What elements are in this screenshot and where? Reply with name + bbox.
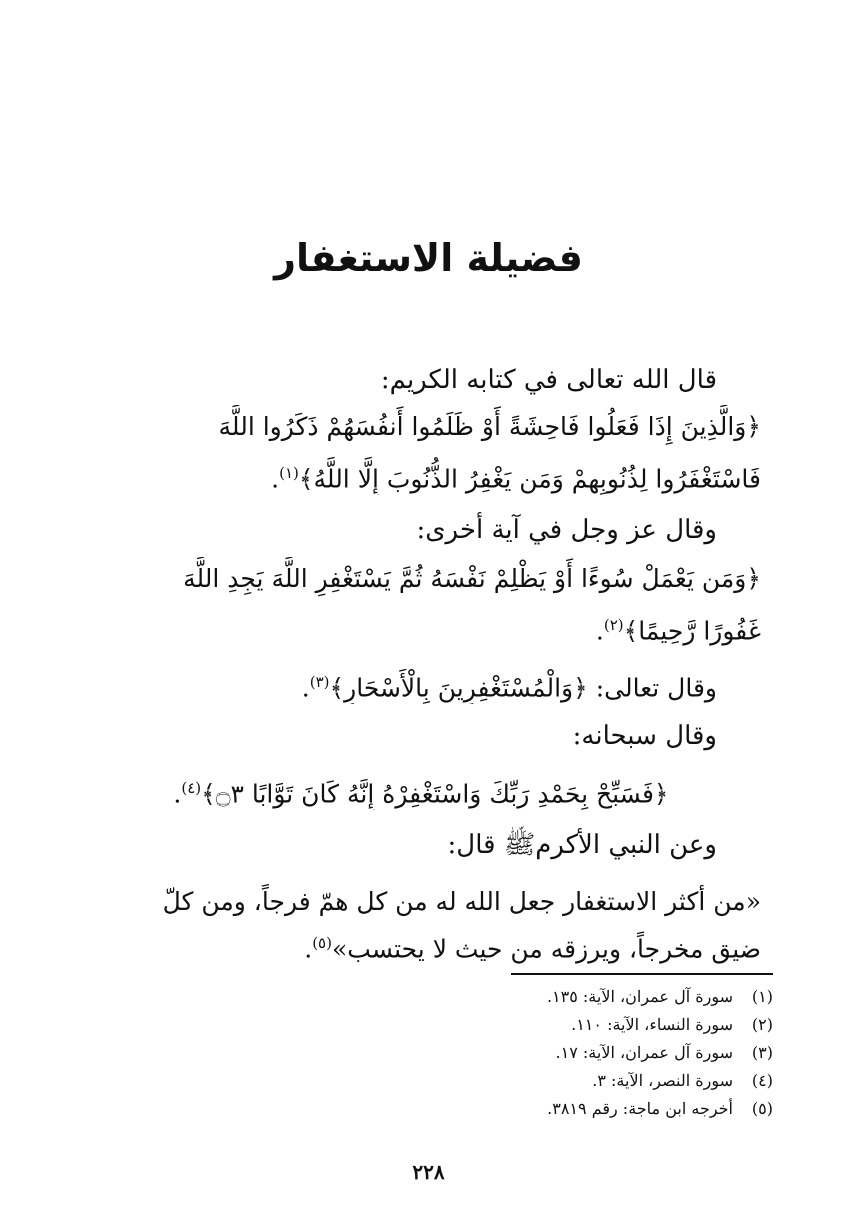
page-title: فضيلة الاستغفار	[274, 236, 583, 280]
verse-2-line-2	[81, 603, 761, 647]
footnote-number: (٤)	[751, 1071, 773, 1090]
footnote-text: أخرجه ابن ماجة: رقم ٣٨١٩.	[547, 1099, 733, 1118]
hadith-end: .	[304, 934, 313, 964]
footnote-number: (٣)	[751, 1043, 773, 1062]
intro-line-4	[77, 716, 717, 756]
footnote-2	[413, 1012, 773, 1038]
verse-1-line-2	[81, 451, 761, 495]
footnote-ref-4[interactable]: (٤)	[181, 779, 202, 797]
verse-1-line-1	[81, 405, 761, 449]
footnote-number: (١)	[751, 987, 773, 1006]
intro-line-5	[77, 825, 717, 865]
hadith-text: «من أكثر الاستغفار جعل الله له من كل همّ فرجاً، ومن كلّ	[162, 887, 761, 916]
hadith-text: ضيق مخرجاً، ويرزقه من حيث لا يحتسب»	[331, 934, 761, 964]
footnote-4	[413, 1068, 773, 1094]
intro-text: وقال عز وجل في آية أخرى:	[416, 515, 717, 545]
hadith-line-1	[81, 881, 761, 923]
verse-end: .	[173, 779, 182, 809]
footnote-text: سورة النساء، الآية: ١١٠.	[571, 1015, 733, 1034]
verse-text: ﴿فَسَبِّحْ بِحَمْدِ رَبِّكَ وَاسْتَغْفِرْهُ إِنَّهُ كَانَ تَوَّابًا ۝٣﴾	[201, 779, 669, 809]
footnote-ref-2[interactable]: (٢)	[603, 616, 624, 634]
footnote-text: سورة آل عمران، الآية: ١٣٥.	[546, 987, 733, 1006]
verse-end: .	[301, 673, 310, 703]
footnote-ref-3[interactable]: (٣)	[309, 673, 330, 691]
verse-end: .	[271, 464, 280, 494]
verse-text: ﴿وَالَّذِينَ إِذَا فَعَلُوا فَاحِشَةً أَوْ ظَلَمُوا أَنفُسَهُمْ ذَكَرُوا اللَّهَ	[218, 412, 761, 441]
footnote-number: (٥)	[751, 1099, 773, 1118]
hadith-line-2	[81, 922, 761, 964]
page-number: ٢٢٨	[412, 1160, 445, 1184]
footnote-text: سورة النصر، الآية: ٣.	[592, 1071, 733, 1090]
intro-text: وقال سبحانه:	[572, 721, 717, 751]
footnote-3	[413, 1040, 773, 1066]
intro-line-2	[77, 510, 717, 550]
verse-text: غَفُورًا رَّحِيمًا﴾	[623, 616, 761, 646]
intro-line-1	[77, 360, 717, 400]
intro-text: قال الله تعالى في كتابه الكريم:	[380, 365, 717, 395]
intro-text: وقال تعالى: ﴿وَالْمُسْتَغْفِرِينَ بِالْأَسْحَارِ﴾	[329, 673, 717, 703]
footnote-ref-5[interactable]: (٥)	[312, 934, 332, 952]
footnote-ref-1[interactable]: (١)	[279, 464, 299, 482]
footnote-text: سورة آل عمران، الآية: ١٧.	[555, 1043, 733, 1062]
intro-line-3	[77, 660, 717, 704]
footnote-divider	[511, 973, 773, 975]
intro-text: وعن النبي الأكرمﷺ قال:	[447, 830, 717, 860]
verse-text: فَاسْتَغْفَرُوا لِذُنُوبِهِمْ وَمَن يَغْفِرُ الذُّنُوبَ إِلَّا اللَّهُ﴾	[298, 464, 761, 494]
footnote-1	[413, 984, 773, 1010]
footnote-number: (٢)	[751, 1015, 773, 1034]
verse-text: ﴿وَمَن يَعْمَلْ سُوءًا أَوْ يَظْلِمْ نَفْسَهُ ثُمَّ يَسْتَغْفِرِ اللَّهَ يَجِدِ اللَّهَ	[183, 564, 761, 593]
footnote-5	[413, 1096, 773, 1122]
verse-2-line-1	[81, 557, 761, 601]
verse-4-line-1	[81, 766, 761, 810]
verse-end: .	[595, 616, 604, 646]
